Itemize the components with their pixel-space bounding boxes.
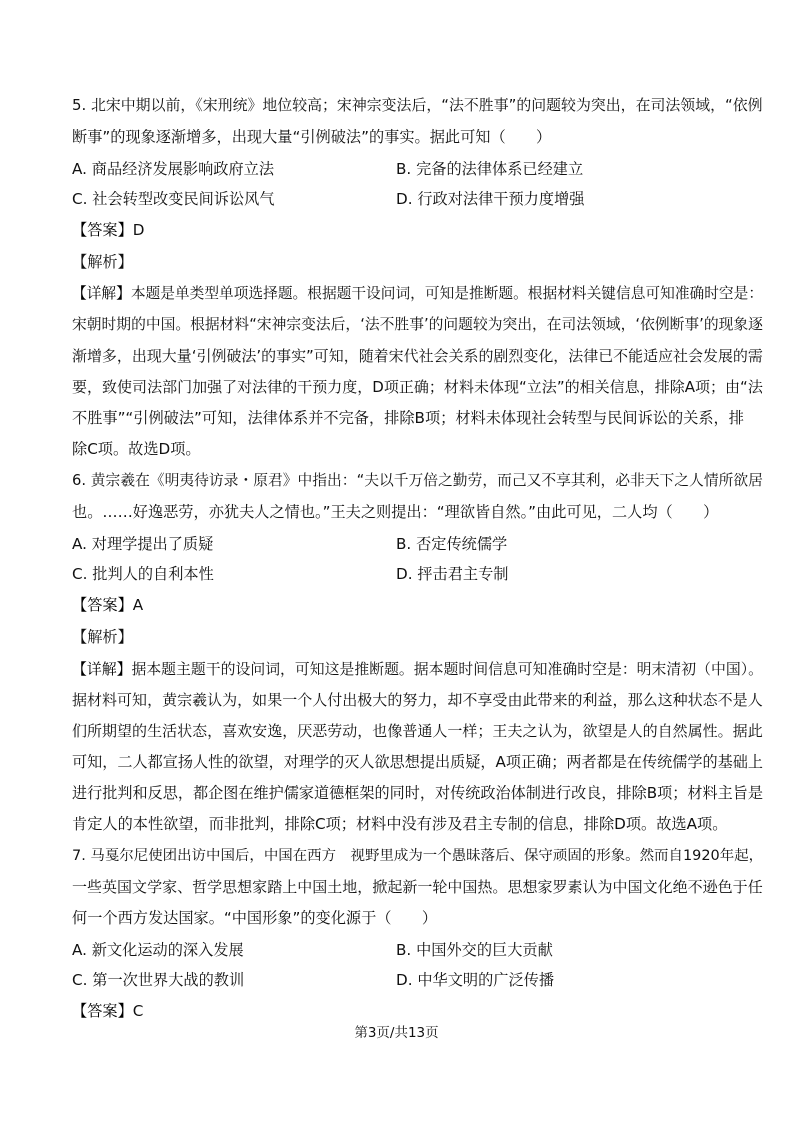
q6-option-c: C. 批判人的自利本性 (72, 565, 214, 583)
q5-option-d: D. 行政对法律干预力度增强 (396, 190, 585, 208)
q6-detail-line1 (72, 659, 763, 679)
q6-detail-line6: 肯定人的本性欲望，而非批判，排除C项；材料中没有涉及君主专制的信息，排除D项。故选A项。 (72, 815, 728, 833)
q5-stem-line1: 5. 北宋中期以前，《宋刑统》地位较高；宋神宗变法后，“法不胜事”的问题较为突出，在司法领域，“依例 (72, 96, 763, 114)
q6-answer (72, 595, 143, 615)
q7-answer (72, 1001, 143, 1021)
page-footer: 第3页/共13页 (354, 1025, 439, 1041)
q6-stem-line1: 6. 黄宗羲在《明夷待访录・原君》中指出：“夫以千万倍之勤劳，而己又不享其利，必非天下之人情所欲居 (72, 472, 763, 489)
q6-option-d: D. 抨击君主专制 (396, 565, 509, 583)
q6-analysis-label: 【解析】 (72, 628, 133, 646)
q7-stem-line1: 7. 马戛尔尼使团出访中国后，中国在西方 视野里成为一个愚昧落后、保守顽固的形象。然而自1920年起， (72, 848, 764, 864)
q5-analysis-label: 【解析】 (72, 253, 133, 271)
q6-stem-line2: 也。……好逸恶劳，亦犹夫人之情也。”王夫之则提出：“理欲皆自然。”由此可见，二人均（ ） (72, 503, 719, 521)
q6-option-b: B. 否定传统儒学 (396, 535, 508, 553)
q6-detail-line2: 据材料可知，黄宗羲认为，如果一个人付出极大的努力，却不享受由此带来的利益，那么这种状态不是人 (72, 691, 763, 709)
q7-option-c: C. 第一次世界大战的教训 (72, 971, 245, 989)
q6-detail-line5: 进行批判和反思，都企图在维护儒家道德框架的同时，对传统政治体制进行改良，排除B项；材料主旨是 (72, 784, 764, 802)
q6-option-a: A. 对理学提出了质疑 (72, 535, 214, 553)
q5-option-b: B. 完备的法律体系已经建立 (396, 160, 584, 178)
detail-text: 本题是单类型单项选择题。根据题干设问词，可知是推断题。根据材料关键信息可知准确时空是： (130, 285, 764, 302)
answer-label: 【答案】 (72, 221, 133, 239)
detail-label: 【详解】 (72, 285, 131, 302)
q7-option-b: B. 中国外交的巨大贡献 (396, 941, 553, 959)
q5-option-a: A. 商品经济发展影响政府立法 (72, 160, 275, 178)
q7-stem-line3: 何一个西方发达国家。“中国形象”的变化源于（ ） (72, 909, 438, 927)
answer-value: C (132, 1002, 144, 1020)
detail-text: 据本题主题干的设问词，可知这是推断题。据本题时间信息可知准确时空是：明末清初（中国）。 (131, 660, 763, 678)
q6-detail-line4: 可知，二人都宣扬人性的欲望，对理学的灭人欲思想提出质疑，A项正确；两者都是在传统儒学的基础上 (72, 753, 763, 771)
detail-label: 【详解】 (72, 660, 132, 678)
q5-detail-line1 (72, 284, 763, 304)
q5-stem-line2: 断事”的现象逐渐增多，出现大量“引例破法”的事实。据此可知（ ） (72, 128, 552, 146)
q5-detail-line4: 要，致使司法部门加强了对法律的干预力度，D项正确；材料未体现“立法”的相关信息，排除A项；由“法 (72, 378, 763, 396)
q5-detail-line3: 渐增多，出现大量‘引例破法’的事实”可知，随着宋代社会关系的剧烈变化，法律已不能适应社会发展的需 (72, 347, 763, 365)
answer-label: 【答案】 (72, 596, 133, 614)
answer-value: A (132, 596, 144, 614)
q6-detail-line3: 们所期望的生活状态，喜欢安逸，厌恶劳动，也像普通人一样；王夫之认为，欲望是人的自然属性。据此 (72, 722, 763, 740)
q5-detail-line6: 除C项。故选D项。 (72, 440, 201, 458)
answer-value: D (132, 221, 145, 239)
q7-stem-line2: 一些英国文学家、哲学思想家踏上中国土地，掀起新一轮中国热。思想家罗素认为中国文化绝不逊色于任 (72, 878, 763, 896)
q7-option-d: D. 中华文明的广泛传播 (396, 971, 555, 989)
q5-detail-line2: 宋朝时期的中国。根据材料“宋神宗变法后，‘法不胜事’的问题较为突出，在司法领域，‘依例断事’的现象逐 (72, 316, 763, 333)
q5-option-c: C. 社会转型改变民间诉讼风气 (72, 190, 275, 208)
answer-label: 【答案】 (72, 1002, 133, 1020)
q5-answer (72, 220, 144, 240)
q7-option-a: A. 新文化运动的深入发展 (72, 941, 244, 959)
q5-detail-line5: 不胜事”“引例破法”可知，法律体系并不完备，排除B项；材料未体现社会转型与民间诉讼的关系，排 (72, 409, 744, 427)
